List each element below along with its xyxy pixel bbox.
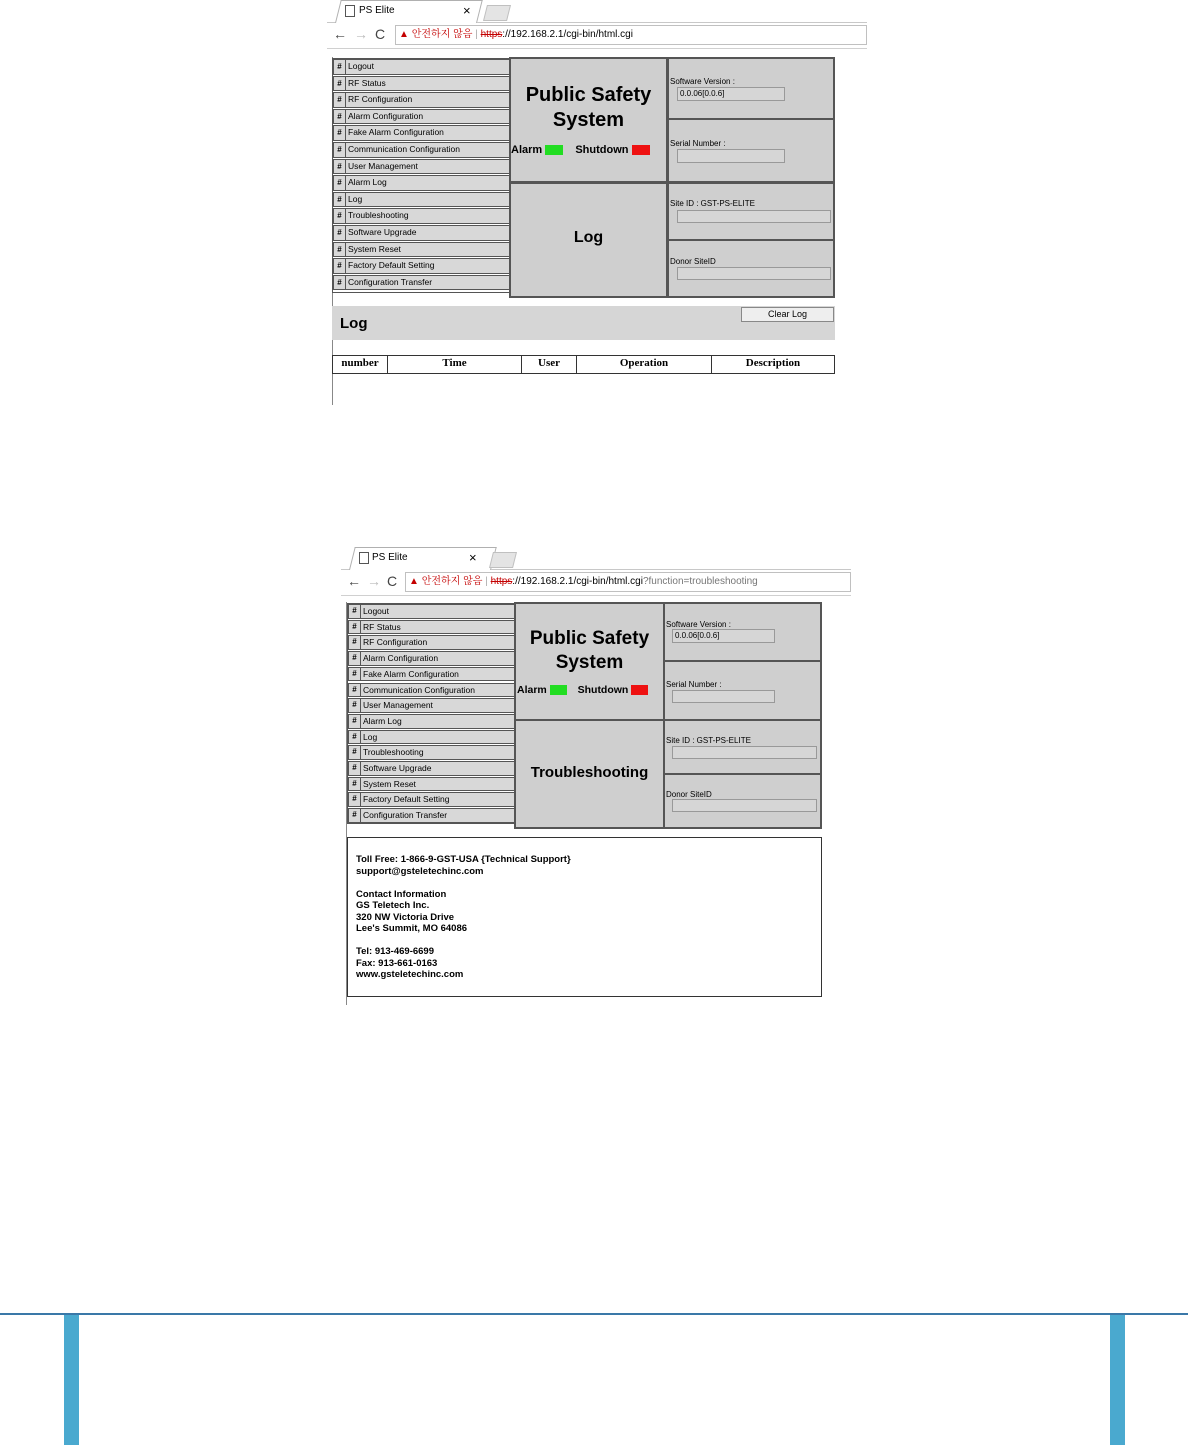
sidebar-item[interactable] xyxy=(348,761,515,776)
contact-line: 320 NW Victoria Drive xyxy=(356,911,455,923)
close-icon[interactable]: × xyxy=(469,550,477,565)
donor-site-label: Donor SiteID xyxy=(666,790,712,799)
sidebar-item-label[interactable]: RF Configuration xyxy=(361,635,515,650)
clear-log-button[interactable]: Clear Log xyxy=(741,307,834,322)
back-arrow-icon[interactable]: ← xyxy=(347,573,361,589)
sidebar-item[interactable] xyxy=(348,651,515,666)
software-version-panel xyxy=(663,602,822,662)
sidebar-item-label[interactable]: RF Configuration xyxy=(346,92,510,108)
url-path: ://192.168.2.1/cgi-bin/html.cgi xyxy=(502,29,633,40)
status-indicators xyxy=(511,144,650,156)
contact-line: Fax: 913-661-0163 xyxy=(356,957,438,969)
column-header: Operation xyxy=(577,356,712,373)
menu-hash-icon: # xyxy=(333,275,346,291)
url-scheme: https xyxy=(480,29,503,40)
url-field[interactable]: ▲ 안전하지 않음 | https://192.168.2.1/cgi-bin/html.cgi xyxy=(395,25,867,45)
serial-number-label: Serial Number : xyxy=(670,139,726,148)
menu-hash-icon: # xyxy=(348,667,361,682)
menu-hash-icon: # xyxy=(333,109,346,125)
site-id-field xyxy=(677,210,831,223)
system-title-line2: System xyxy=(552,109,625,131)
sidebar-item-label[interactable]: System Reset xyxy=(346,242,510,258)
sidebar-item[interactable] xyxy=(348,683,515,698)
software-version-panel xyxy=(667,57,835,120)
software-version-label: Software Version : xyxy=(666,620,731,629)
menu-hash-icon: # xyxy=(333,142,346,158)
shutdown-indicator xyxy=(632,145,650,155)
site-id-label: Site ID : GST-PS-ELITE xyxy=(670,199,755,208)
menu-hash-icon: # xyxy=(333,159,346,175)
sidebar-item-label[interactable]: Alarm Log xyxy=(361,714,515,729)
menu-hash-icon: # xyxy=(333,225,346,241)
sidebar-item[interactable] xyxy=(348,730,515,745)
sidebar-item-label[interactable]: Log xyxy=(346,192,510,208)
log-table-header xyxy=(332,355,835,374)
status-indicators xyxy=(517,684,648,696)
sidebar-item-label[interactable]: Alarm Configuration xyxy=(361,651,515,666)
sidebar-item-label[interactable]: Fake Alarm Configuration xyxy=(361,667,515,682)
sidebar-menu xyxy=(332,58,511,293)
system-title-line2: System xyxy=(555,652,624,673)
sidebar-item-label[interactable]: RF Status xyxy=(346,76,510,92)
alarm-indicator xyxy=(550,685,567,695)
menu-hash-icon: # xyxy=(333,175,346,191)
forward-arrow-icon[interactable]: → xyxy=(367,573,381,589)
sidebar-item-label[interactable]: Logout xyxy=(361,604,515,619)
sidebar-item-label[interactable]: Communication Configuration xyxy=(361,683,515,698)
sidebar-item-label[interactable]: Factory Default Setting xyxy=(361,792,515,807)
sidebar-menu xyxy=(347,603,516,824)
url-path: ://192.168.2.1/cgi-bin/html.cgi xyxy=(512,576,643,587)
serial-number-panel xyxy=(663,660,822,721)
menu-hash-icon: # xyxy=(348,792,361,807)
log-title: Log xyxy=(340,315,368,332)
alarm-label: Alarm xyxy=(511,144,543,156)
donor-site-field xyxy=(672,799,817,812)
menu-hash-icon: # xyxy=(348,808,361,823)
column-header: Time xyxy=(388,356,522,373)
page-icon xyxy=(345,5,355,17)
close-icon[interactable]: × xyxy=(463,3,471,18)
sidebar-item-label[interactable]: Alarm Log xyxy=(346,175,510,191)
sidebar-item-label[interactable]: Software Upgrade xyxy=(346,225,510,241)
sidebar-item[interactable] xyxy=(333,175,510,191)
serial-number-field xyxy=(672,690,775,703)
url-query: ?function=troubleshooting xyxy=(642,576,758,587)
browser-tab[interactable] xyxy=(335,0,483,23)
sidebar-item-label[interactable]: User Management xyxy=(346,159,510,175)
page-heading: Troubleshooting xyxy=(530,764,649,781)
sidebar-item[interactable] xyxy=(348,808,515,823)
back-arrow-icon[interactable]: ← xyxy=(333,26,347,42)
site-id-panel xyxy=(667,182,835,241)
security-warning: 안전하지 않음 xyxy=(411,29,473,40)
sidebar-item[interactable] xyxy=(333,192,510,208)
sidebar-item[interactable] xyxy=(348,635,515,650)
system-title-line1: Public Safety xyxy=(529,628,650,649)
site-id-panel xyxy=(663,719,822,775)
sidebar-item-label[interactable]: RF Status xyxy=(361,620,515,635)
sidebar-item-label[interactable]: User Management xyxy=(361,698,515,713)
tab-title: PS Elite xyxy=(372,552,408,563)
sidebar-item[interactable] xyxy=(333,92,510,108)
contact-line xyxy=(356,877,821,889)
alarm-label: Alarm xyxy=(517,684,547,696)
software-version-field: 0.0.06[0.0.6] xyxy=(677,87,785,101)
system-title-panel xyxy=(514,602,665,721)
sidebar-item-label[interactable]: Configuration Transfer xyxy=(361,808,515,823)
address-bar xyxy=(327,22,867,49)
tab-title: PS Elite xyxy=(359,5,395,16)
alarm-indicator xyxy=(545,145,563,155)
column-header: User xyxy=(522,356,577,373)
browser-tab-bar xyxy=(327,0,867,23)
sidebar-item[interactable] xyxy=(333,109,510,125)
site-id-field xyxy=(672,746,817,759)
sidebar-item-label[interactable]: Communication Configuration xyxy=(346,142,510,158)
system-title-panel xyxy=(509,57,668,183)
new-tab-button[interactable] xyxy=(489,552,517,568)
address-bar xyxy=(341,569,851,596)
contact-line: Toll Free: 1-866-9-GST-USA {Technical Support} xyxy=(356,854,571,865)
menu-hash-icon: # xyxy=(348,683,361,698)
sidebar-item[interactable] xyxy=(333,275,510,291)
sidebar-item-label[interactable]: Log xyxy=(361,730,515,745)
page-icon xyxy=(359,552,369,564)
sidebar-item[interactable] xyxy=(333,159,510,175)
menu-hash-icon: # xyxy=(348,635,361,650)
sidebar-item-label[interactable]: System Reset xyxy=(361,777,515,792)
menu-hash-icon: # xyxy=(333,59,346,75)
sidebar-item-label[interactable]: Logout xyxy=(346,59,510,75)
new-tab-button[interactable] xyxy=(483,5,511,21)
sidebar-item[interactable] xyxy=(333,242,510,258)
contact-line xyxy=(356,935,821,947)
column-header: Description xyxy=(745,357,801,369)
contact-line: support@gsteletechinc.com xyxy=(356,865,484,877)
sidebar-item[interactable] xyxy=(348,604,515,619)
sidebar-item[interactable] xyxy=(348,777,515,792)
donor-site-field xyxy=(677,267,831,280)
sidebar-item[interactable] xyxy=(348,714,515,729)
url-scheme: https xyxy=(490,576,513,587)
menu-hash-icon: # xyxy=(333,258,346,274)
shutdown-label: Shutdown xyxy=(575,144,629,156)
column-header: number xyxy=(333,356,388,373)
donor-site-panel xyxy=(667,239,835,298)
reload-icon[interactable]: C xyxy=(375,26,386,42)
system-title-line1: Public Safety xyxy=(525,84,652,106)
footer-left-bar xyxy=(64,1315,79,1445)
footer-divider xyxy=(0,1313,1188,1315)
menu-hash-icon: # xyxy=(348,698,361,713)
menu-hash-icon: # xyxy=(333,192,346,208)
url-field[interactable]: ▲ 안전하지 않음 | https://192.168.2.1/cgi-bin/html.cgi?function=troubleshooting xyxy=(405,572,851,592)
site-id-label: Site ID : GST-PS-ELITE xyxy=(666,736,751,745)
sidebar-item-label[interactable]: Factory Default Setting xyxy=(346,258,510,274)
sidebar-item[interactable] xyxy=(333,142,510,158)
software-version-label: Software Version : xyxy=(670,77,735,86)
sidebar-item-label[interactable]: Alarm Configuration xyxy=(346,109,510,125)
sidebar-item-label[interactable]: Software Upgrade xyxy=(361,761,515,776)
donor-site-label: Donor SiteID xyxy=(670,257,716,266)
menu-hash-icon: # xyxy=(348,620,361,635)
serial-number-label: Serial Number : xyxy=(666,680,722,689)
contact-line: GS Teletech Inc. xyxy=(356,900,430,911)
menu-hash-icon: # xyxy=(348,604,361,619)
sidebar-item[interactable] xyxy=(333,258,510,274)
sidebar-item[interactable] xyxy=(348,667,515,682)
sidebar-item[interactable] xyxy=(348,698,515,713)
serial-number-panel xyxy=(667,118,835,183)
page-heading: Log xyxy=(573,229,604,246)
shutdown-label: Shutdown xyxy=(577,684,629,696)
browser-tab-bar xyxy=(341,547,851,570)
screenshot-troubleshooting-page xyxy=(341,547,851,1005)
contact-line: Contact Information xyxy=(356,888,447,900)
menu-hash-icon: # xyxy=(348,730,361,745)
donor-site-panel xyxy=(663,773,822,829)
sidebar-item-label[interactable]: Fake Alarm Configuration xyxy=(346,125,510,141)
sidebar-item[interactable] xyxy=(348,620,515,635)
menu-hash-icon: # xyxy=(333,76,346,92)
page-heading-panel xyxy=(514,719,665,829)
footer-right-bar xyxy=(1110,1315,1125,1445)
sidebar-item[interactable] xyxy=(348,745,515,760)
contact-line: Tel: 913-469-6699 xyxy=(356,946,434,957)
menu-hash-icon: # xyxy=(333,92,346,108)
menu-hash-icon: # xyxy=(333,208,346,224)
menu-hash-icon: # xyxy=(348,714,361,729)
sidebar-item[interactable] xyxy=(348,792,515,807)
sidebar-item[interactable] xyxy=(333,125,510,141)
contact-line: Lee's Summit, MO 64086 xyxy=(356,923,468,934)
sidebar-item-label[interactable]: Troubleshooting xyxy=(361,745,515,760)
screenshot-log-page xyxy=(327,0,867,406)
menu-hash-icon: # xyxy=(348,761,361,776)
page-heading-panel xyxy=(509,182,668,298)
warning-icon: ▲ xyxy=(409,576,419,587)
menu-hash-icon: # xyxy=(333,242,346,258)
software-version-field: 0.0.06[0.0.6] xyxy=(672,629,775,643)
reload-icon[interactable]: C xyxy=(387,573,398,589)
sidebar-item[interactable] xyxy=(333,208,510,224)
shutdown-indicator xyxy=(631,685,648,695)
contact-line: www.gsteletechinc.com xyxy=(356,969,464,980)
sidebar-item[interactable] xyxy=(333,225,510,241)
serial-number-field xyxy=(677,149,785,163)
sidebar-item[interactable] xyxy=(333,76,510,92)
forward-arrow-icon[interactable]: → xyxy=(354,26,368,42)
menu-hash-icon: # xyxy=(348,777,361,792)
menu-hash-icon: # xyxy=(348,745,361,760)
menu-hash-icon: # xyxy=(348,651,361,666)
contact-info-box xyxy=(347,837,822,997)
menu-hash-icon: # xyxy=(333,125,346,141)
security-warning: 안전하지 않음 xyxy=(421,576,483,587)
sidebar-item-label[interactable]: Configuration Transfer xyxy=(346,275,510,291)
sidebar-item[interactable] xyxy=(333,59,510,75)
sidebar-item-label[interactable]: Troubleshooting xyxy=(346,208,510,224)
warning-icon: ▲ xyxy=(399,29,409,40)
